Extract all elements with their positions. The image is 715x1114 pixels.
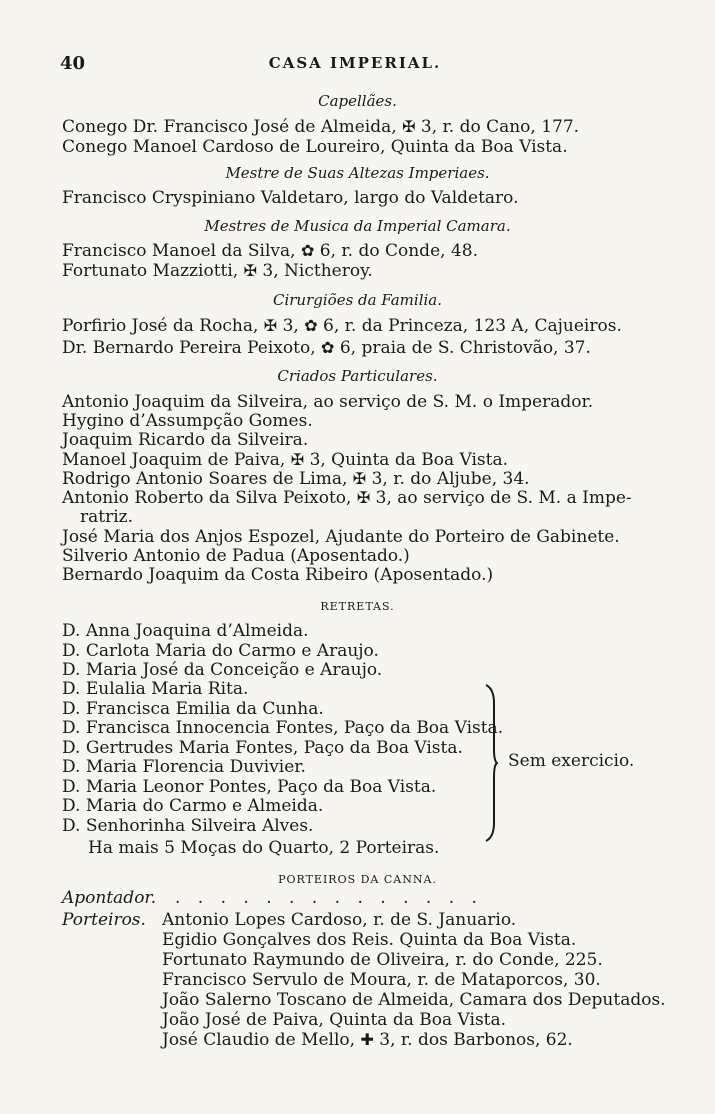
retretas-footer: Ha mais 5 Moças do Quarto, 2 Porteiras. [88, 838, 440, 858]
entry-text: Rodrigo Antonio Soares de Lima, [62, 469, 348, 489]
list-item: João José de Paiva, Quinta da Boa Vista. [162, 1010, 507, 1030]
entry-line [62, 241, 478, 261]
entry-text: 3, Quinta da Boa Vista. [309, 450, 509, 470]
section-title-capellaes: Capellães. [318, 92, 397, 110]
curly-brace [484, 683, 498, 843]
entry-text: 3, r. do Cano, 177. [420, 117, 580, 137]
entry-line [62, 338, 591, 358]
entry-line: José Maria dos Anjos Espozel, Ajudante do Porteiro de Gabinete. [62, 527, 620, 547]
order-rose-icon: ✿ [321, 338, 335, 357]
entry-text: Antonio Roberto da Silva Peixoto, [62, 488, 352, 508]
entry-line: Joaquim Ricardo da Silveira. [62, 430, 309, 450]
list-item: D. Maria do Carmo e Almeida. [62, 796, 324, 816]
entry-line [62, 469, 530, 489]
list-item: D. Senhorinha Silveira Alves. [62, 816, 314, 836]
entry-line: Bernardo Joaquim da Costa Ribeiro (Aposentado.) [62, 565, 494, 585]
list-item: D. Francisca Emilia da Cunha. [62, 699, 324, 719]
entry-text: Fortunato Mazziotti, [62, 261, 239, 281]
order-cross-icon: ✠ [290, 450, 305, 469]
list-item: D. Anna Joaquina d’Almeida. [62, 621, 309, 641]
entry-line: Silverio Antonio de Padua (Aposentado.) [62, 546, 410, 566]
list-item: Francisco Servulo de Moura, r. de Mataporcos, 30. [162, 970, 601, 990]
list-item: D. Gertrudes Maria Fontes, Paço da Boa Vista. [62, 738, 463, 758]
entry-line [62, 316, 622, 336]
entry-text: 3, Nictheroy. [262, 261, 373, 281]
entry-text: 6, praia de S. Christovão, 37. [339, 338, 591, 358]
page-header [60, 53, 650, 75]
entry-text: Conego Dr. Francisco José de Almeida, [62, 117, 397, 137]
entry-line [62, 261, 373, 281]
section-title-retretas: RETRETAS. [320, 600, 395, 613]
list-item: D. Maria Leonor Pontes, Paço da Boa Vista. [62, 777, 437, 797]
leader-dots: . . . . . . . . . . . . . . [175, 888, 483, 908]
porteiros-label: Porteiros. [62, 910, 146, 930]
entry-line [62, 117, 579, 137]
order-rose-icon: ✿ [304, 316, 318, 335]
entry-line [62, 488, 632, 508]
list-item: Fortunato Raymundo de Oliveira, r. do Conde, 225. [162, 950, 603, 970]
list-item: D. Maria José da Conceição e Araujo. [62, 660, 383, 680]
entry-line: Antonio Joaquim da Silveira, ao serviço de S. M. o Imperador. [62, 392, 594, 412]
entry-line: Hygino d’Assumpção Gomes. [62, 411, 313, 431]
list-item: Egidio Gonçalves dos Reis. Quinta da Boa Vista. [162, 930, 577, 950]
entry-text: Dr. Bernardo Pereira Peixoto, [62, 338, 316, 358]
section-title-cirurgioes: Cirurgiões da Familia. [272, 291, 443, 309]
entry-line: Conego Manoel Cardoso de Loureiro, Quinta da Boa Vista. [62, 137, 568, 157]
list-item: D. Carlota Maria do Carmo e Araujo. [62, 641, 379, 661]
section-title-mestre: Mestre de Suas Altezas Imperiaes. [225, 164, 490, 182]
apontador-label: Apontador. [62, 888, 157, 908]
order-cross-icon: ✠ [356, 488, 371, 507]
entry-text: Francisco Manoel da Silva, [62, 241, 296, 261]
section-title-musica: Mestres de Musica da Imperial Camara. [204, 217, 511, 235]
entry-text: 6, r. do Conde, 48. [319, 241, 478, 261]
entry-text: Manoel Joaquim de Paiva, [62, 450, 286, 470]
entry-line: Francisco Cryspiniano Valdetaro, largo do Valdetaro. [62, 188, 519, 208]
entry-line [62, 450, 508, 470]
sem-exercicio-note: Sem exercicio. [508, 751, 635, 771]
entry-text: 3, ao serviço de S. M. a Impe- [375, 488, 632, 508]
entry-line: ratriz. [80, 507, 134, 527]
page-number: 40 [60, 53, 86, 74]
list-item: João Salerno Toscano de Almeida, Camara dos Deputados. [162, 990, 666, 1010]
list-item: D. Eulalia Maria Rita. [62, 679, 249, 699]
order-cross-icon: ✠ [263, 316, 278, 335]
page-title: CASA IMPERIAL. [268, 54, 442, 72]
list-item [162, 1030, 573, 1050]
order-cross-icon: ✠ [402, 117, 416, 136]
list-item: D. Maria Florencia Duvivier. [62, 757, 306, 777]
order-plus-icon: ✚ [360, 1030, 374, 1049]
list-item: Antonio Lopes Cardoso, r. de S. Januario. [162, 910, 517, 930]
order-cross-icon: ✠ [243, 261, 258, 280]
section-title-porteiros: PORTEIROS DA CANNA. [278, 873, 437, 886]
entry-text: 3, r. dos Barbonos, 62. [379, 1030, 573, 1050]
list-item: D. Francisca Innocencia Fontes, Paço da Boa Vista. [62, 718, 504, 738]
entry-text: 3, r. do Aljube, 34. [371, 469, 530, 489]
entry-text: 3, [282, 316, 299, 336]
entry-text: 6, r. da Princeza, 123 A, Cajueiros. [323, 316, 622, 336]
order-rose-icon: ✿ [300, 241, 315, 260]
entry-text: José Claudio de Mello, [162, 1030, 356, 1050]
section-title-criados: Criados Particulares. [277, 367, 438, 385]
order-cross-icon: ✠ [352, 469, 367, 488]
entry-text: Porfirio José da Rocha, [62, 316, 259, 336]
